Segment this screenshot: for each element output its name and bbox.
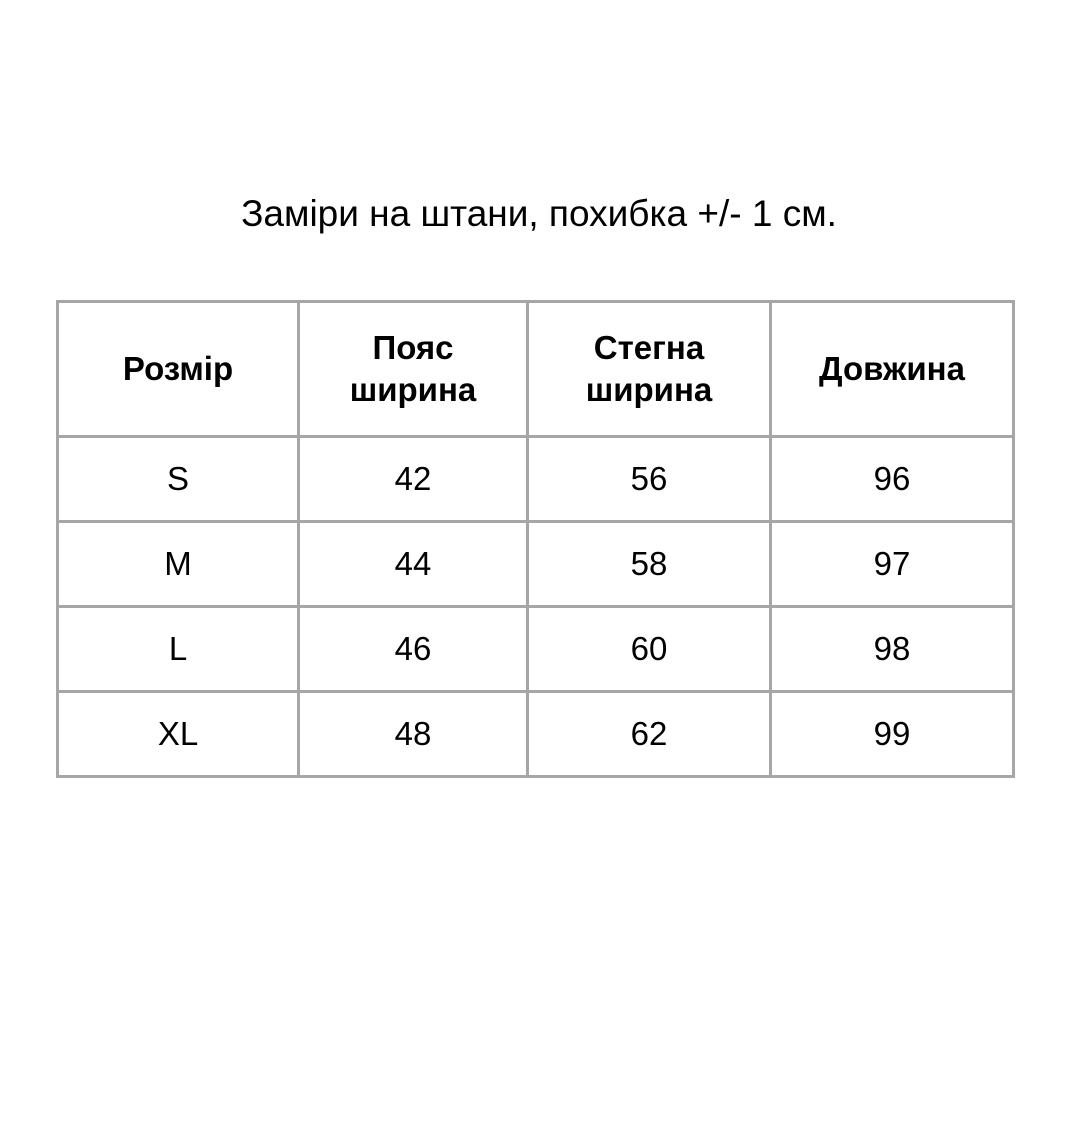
header-hip-label-line1: Стегна bbox=[593, 329, 705, 366]
header-hip-label-line2: ширина bbox=[585, 371, 713, 408]
page-title: Заміри на штани, похибка +/- 1 см. bbox=[241, 193, 837, 234]
cell-hip-width: 60 bbox=[528, 607, 771, 692]
cell-size: L bbox=[58, 607, 299, 692]
table-header-row bbox=[58, 302, 1014, 437]
table-row bbox=[58, 437, 1014, 522]
cell-length: 97 bbox=[771, 522, 1014, 607]
cell-hip-width: 56 bbox=[528, 437, 771, 522]
size-chart-table bbox=[56, 300, 1015, 778]
header-length-label: Довжина bbox=[819, 350, 965, 387]
cell-hip-width: 62 bbox=[528, 692, 771, 777]
header-waist-label-line2: ширина bbox=[349, 371, 477, 408]
cell-length: 96 bbox=[771, 437, 1014, 522]
table-row bbox=[58, 692, 1014, 777]
header-length bbox=[771, 302, 1014, 437]
cell-waist-width: 48 bbox=[299, 692, 528, 777]
table-row bbox=[58, 607, 1014, 692]
cell-length: 98 bbox=[771, 607, 1014, 692]
header-size-label: Розмір bbox=[122, 350, 234, 387]
cell-size: S bbox=[58, 437, 299, 522]
header-hip-width bbox=[528, 302, 771, 437]
cell-waist-width: 44 bbox=[299, 522, 528, 607]
cell-waist-width: 42 bbox=[299, 437, 528, 522]
cell-length: 99 bbox=[771, 692, 1014, 777]
header-waist-label-line1: Пояс bbox=[372, 329, 454, 366]
cell-hip-width: 58 bbox=[528, 522, 771, 607]
header-waist-width bbox=[299, 302, 528, 437]
header-size bbox=[58, 302, 299, 437]
cell-waist-width: 46 bbox=[299, 607, 528, 692]
cell-size: M bbox=[58, 522, 299, 607]
table-row bbox=[58, 522, 1014, 607]
cell-size: XL bbox=[58, 692, 299, 777]
